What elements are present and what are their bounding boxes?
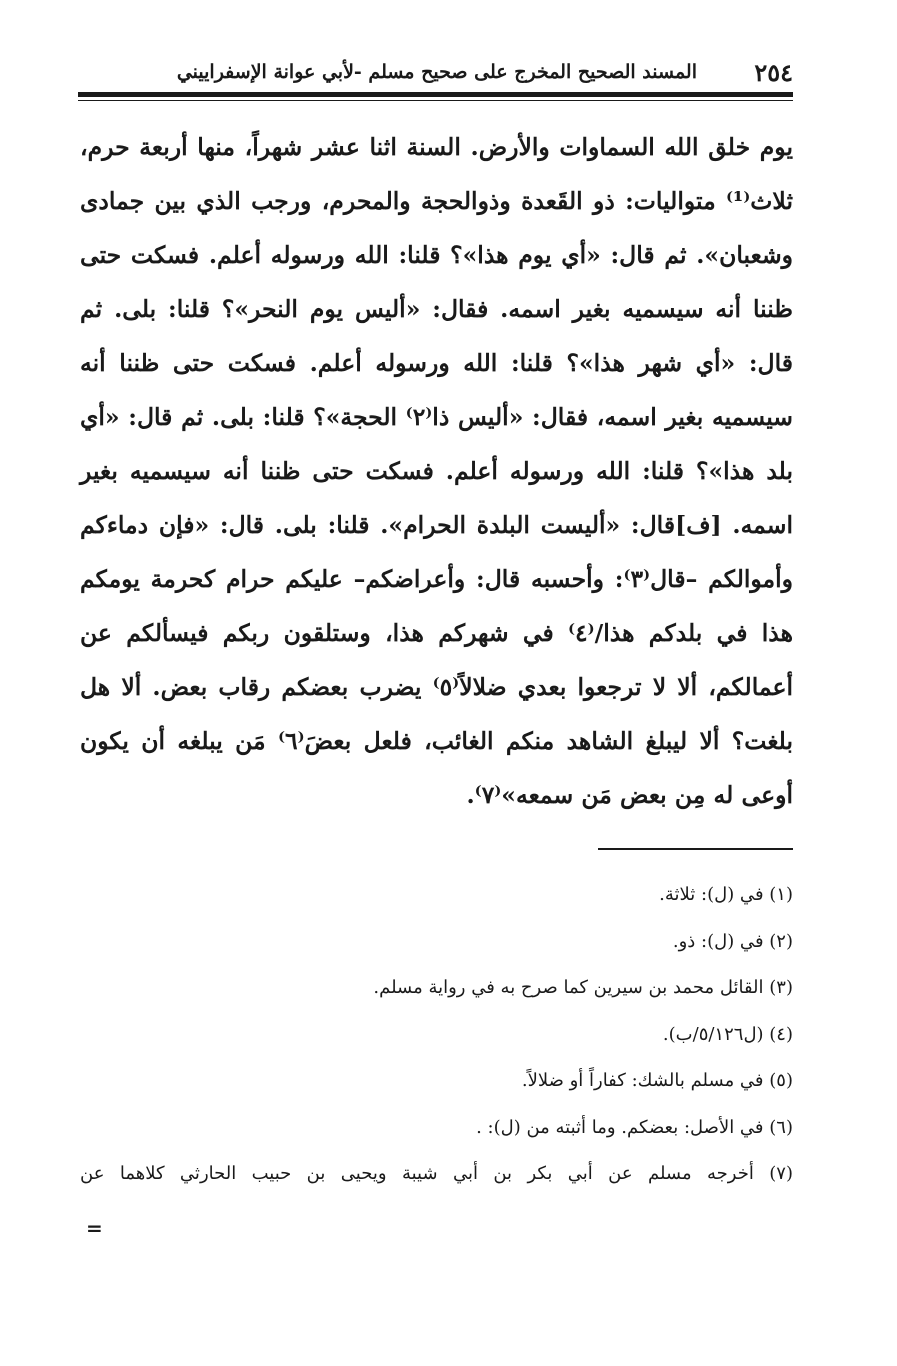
header-rule-thick — [78, 92, 793, 97]
page-header — [78, 58, 793, 90]
footnotes — [80, 872, 793, 1198]
footnote-7: (٧) أخرجه مسلم عن أبي بكر بن أبي شيبة ويحيى بن حبيب الحارثي كلاهما عن — [80, 1163, 793, 1184]
continuation-mark: = — [86, 1216, 103, 1240]
footnote-2: (٢) في (ل): ذو. — [672, 930, 793, 952]
hadith-paragraph: يوم خلق الله السماوات والأرض. السنة اثنا عشر شهراً، منها أربعة حرم، ثلاث⁽¹⁾ متواليات: ذو القَعدة وذوالحجة والمحرم، ورجب الذي بين جمادى وشعبان». ثم قال: «أي يوم هذا»؟ قلنا: الله ورسوله أعلم. فسكت حتى ظننا أنه سيسميه بغير اسمه. فقال: «أليس يوم النحر»؟ قلنا: بلى. ثم قال: «أي شهر هذا»؟ قلنا: الله ورسوله أعلم. فسكت حتى ظننا أنه سيسميه بغير اسمه، فقال: «أليس ذا⁽٢⁾ الحجة»؟ قلنا: بلى. ثم قال: «أي بلد هذا»؟ قلنا: الله ورسوله أعلم. فسكت حتى ظننا أنه سيسميه بغير اسمه. [ف]قال: «أليست البلدة الحرام». قلنا: بلى. قال: «فإن دماءكم وأموالكم –قال⁽٣⁾: وأحسبه قال: وأعراضكم– عليكم حرام كحرمة يومكم هذا في بلدكم هذا/⁽٤⁾ في شهركم هذا، وستلقون ربكم فيسألكم عن أعمالكم، ألا لا ترجعوا بعدي ضلالاً⁽٥⁾ يضرب بعضكم رقاب بعض. ألا هل بلغت؟ ألا ليبلغ الشاهد منكم الغائب، فلعل بعضَ⁽٦⁾ مَن يبلغه أن يكون أوعى له مِن بعض مَن سمعه»⁽٧⁾. — [80, 133, 794, 809]
footnote-5: (٥) في مسلم بالشك: كفاراً أو ضلالاً. — [521, 1070, 793, 1091]
main-text — [80, 120, 793, 822]
page-number: ٢٥٤ — [754, 58, 793, 87]
footnote-separator — [598, 848, 793, 850]
running-title: المسند الصحيح المخرج على صحيح مسلم -لأبي عوانة الإسفراييني — [176, 61, 697, 83]
footnote-6: (٦) في الأصل: بعضكم. وما أثبته من (ل): . — [476, 1116, 793, 1138]
footnote-1: (١) في (ل): ثلاثة. — [659, 884, 793, 905]
footnote-3: (٣) القائل محمد بن سيرين كما صرح به في رواية مسلم. — [373, 977, 793, 998]
header-rule-thin — [78, 100, 793, 101]
footnote-4: (٤) (ل٥/١٢٦/ب). — [662, 1023, 793, 1045]
